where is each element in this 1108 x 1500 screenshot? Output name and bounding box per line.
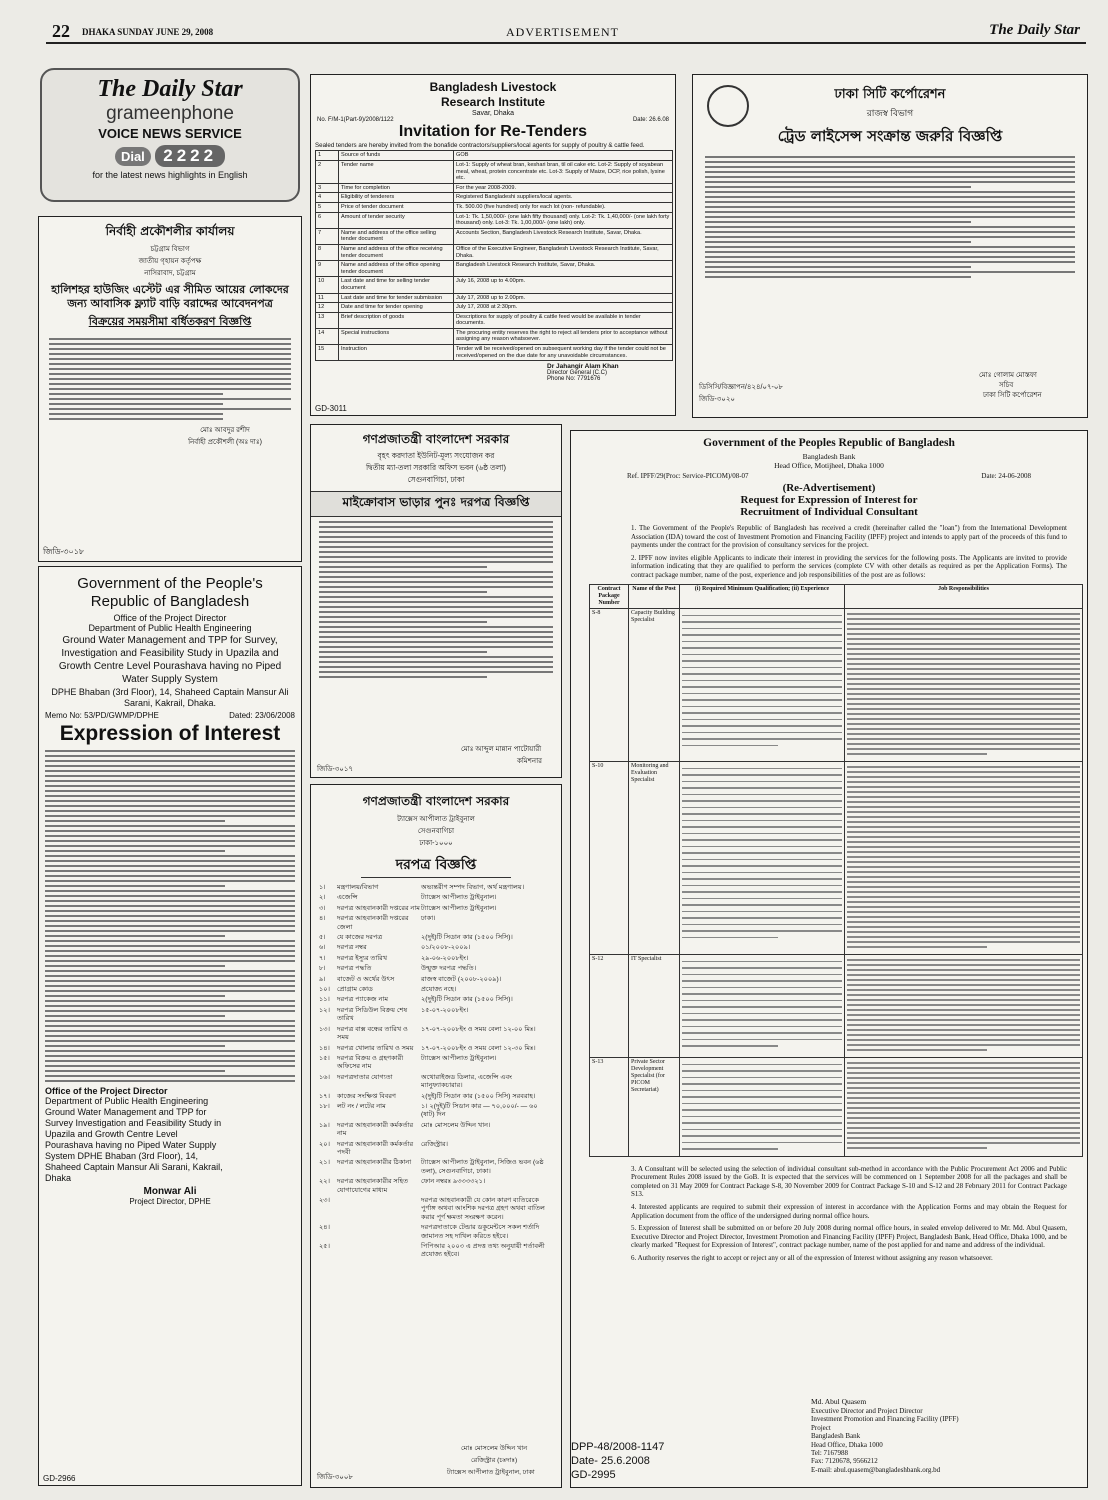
item-label: দরপত্র আহবানকারী কর্মকর্তার নাম (337, 1121, 414, 1138)
bb-title2: Request for Expression of Interest for (740, 494, 918, 506)
bb-date: Date: 24-06-2008 (981, 472, 1031, 480)
city-title: ট্রেড লাইসেন্স সংক্রান্ত জরুরি বিজ্ঞপ্তি (777, 127, 1003, 145)
dphe-dept: Department of Public Health Engineering (88, 623, 252, 633)
table-cell: Last date and time for selling tender document (339, 277, 454, 293)
item-value: দরপত্রদাতাকে টেন্ডার ডকুমেন্টসে সকল শর্তাদি জামানত সহ দাখিল করিতে হইবে। (421, 1224, 540, 1240)
item-label: যে কাজের দরপত্র (337, 934, 383, 942)
bb-title3: Recruitment of Individual Consultant (740, 506, 918, 518)
blri-table (315, 150, 673, 361)
item-number: ২। (319, 894, 326, 902)
item-value: অথোরাইজড ডিলার, এজেন্সি এবং ম্যানুফ্যাকচারার। (421, 1073, 512, 1090)
table-cell: 10 (316, 277, 339, 293)
bb-package-table (589, 584, 1083, 1157)
signature-line: Investment Promotion and Financing Facility (IPFF) (811, 1415, 959, 1424)
table-cell: Price of tender document (339, 202, 454, 212)
dphe-office: Office of the Project Director (113, 613, 227, 623)
bb-para6: 6. Authority reserves the right to accept or reject any or all of the expression of Interest without assigning any reason whatsoever. (631, 1253, 993, 1262)
post-name: Capacity Building Specialist (629, 608, 680, 761)
table-cell: Descriptions for supply of poultry & cattle feed would be available in tender documents. (454, 312, 673, 328)
table-row (316, 151, 673, 161)
item-value: ২৯-০৬-২০০৮ইং। (421, 954, 469, 962)
item-label: দরপত্র আহবানকারী কর্মকর্তার পদবী (337, 1140, 414, 1156)
signature-line: Head Office, Dhaka 1000 (811, 1440, 883, 1449)
item-number: ৭। (319, 954, 326, 962)
item-label: লট নং / লটের নাম (337, 1102, 386, 1110)
table-cell: Eligibility of tenderers (339, 193, 454, 203)
bus-sub: দ্বিতীয় ম্যা-তলা সরকারি অফিস ভবন (৬ষ্ঠ তলা) (366, 463, 506, 472)
qualification-cell (680, 1057, 845, 1156)
dphe-eoi-ad (38, 566, 302, 1486)
dphe-contact-title: Office of the Project Director (45, 1086, 168, 1096)
list-item (319, 955, 553, 963)
blri-phone: Phone No: 7791676 (547, 376, 601, 383)
bb-gov: Government of the Peoples Republic of Bangladesh (703, 437, 955, 449)
item-label: দরপত্র আহবানকারী দপ্তরের নাম (337, 904, 420, 912)
table-cell: 15 (316, 345, 339, 361)
table-cell: July 17, 2008 up to 2.00pm. (454, 293, 673, 303)
bb-dpp-date: Date- 25.6.2008 (571, 1455, 650, 1467)
item-number: ১৬। (319, 1073, 330, 1081)
table-cell: Accounts Section, Bangladesh Livestock Research Institute, Savar, Dhaka. (454, 228, 673, 244)
item-number: ২২। (319, 1178, 330, 1186)
list-item (319, 1159, 553, 1176)
item-value: ২(দুই)টি সিডান কার (১৫০০ সিসি)। (421, 934, 513, 942)
table-row (316, 303, 673, 313)
item-value: ঢাকা। (421, 915, 436, 923)
bb-col-qualification: (i) Required Minimum Qualification; (ii) Experience (680, 584, 845, 608)
table-cell: 11 (316, 293, 339, 303)
dphe-title: Expression of Interest (59, 722, 281, 745)
responsibility-cell (845, 761, 1083, 954)
dphe-signer: Monwar Ali (143, 1186, 197, 1197)
list-item (319, 934, 553, 942)
bb-sig-lines (811, 1407, 959, 1474)
tax-gov: গণপ্রজাতন্ত্রী বাংলাদেশ সরকার (362, 794, 510, 808)
housing-body (49, 338, 291, 420)
post-name: Monitoring and Evaluation Specialist (629, 761, 680, 954)
bb-ref: Ref. IPFF/29(Proc: Service-PICOM)/08-07 (627, 472, 749, 480)
item-label (337, 1243, 421, 1260)
blri-signer: Dr Jahangir Alam Khan (547, 363, 619, 371)
responsibility-cell (845, 954, 1083, 1057)
city-signer: মোঃ গোলাম মোস্তফা (979, 372, 1037, 379)
blri-ref: GD-3011 (315, 404, 347, 413)
item-number: ২৩। (319, 1197, 330, 1204)
tax-sub2: ঢাকা-১০০০ (419, 840, 453, 847)
signature-line: Bangladesh Bank (811, 1432, 861, 1441)
housing-signer-title: নির্বাহী প্রকৌশলী (অঃ দাঃ) (188, 439, 262, 446)
table-cell: July 16, 2008 up to 4.00pm. (454, 277, 673, 293)
item-number: ১৩। (319, 1025, 330, 1033)
list-item (319, 1074, 553, 1091)
dphe-body (45, 750, 295, 1082)
city-org-footer: ঢাকা সিটি কর্পোরেশন (983, 392, 1042, 399)
post-name: IT Specialist (629, 954, 680, 1057)
table-row (316, 193, 673, 203)
table-cell: Special instructions (339, 328, 454, 344)
item-value: ১৫-০৭-২০০৮ইং। (421, 1006, 469, 1014)
table-cell: 2 (316, 161, 339, 184)
table-cell: Instruction (339, 345, 454, 361)
item-label: দরপত্রদাতার যোগ্যতা (337, 1073, 393, 1081)
bb-para2: 2. IPFF now invites eligible Applicants to indicate their interest in providing the services for the following posts. The Applicants are invited to provide information indicating that they are qualified to perform the services (complete CV with other details as required as per the Application Forms). The contract package number, name of the post, experience and job responsibilities of the post are as follows: (631, 553, 1067, 579)
bb-sig-name: Md. Abul Quasem (811, 1397, 867, 1406)
item-number: ১২। (319, 1006, 330, 1014)
post-name: Private Sector Development Specialist (for PICOM Secretariat) (629, 1057, 680, 1156)
microbus-tender-ad (310, 424, 562, 778)
section-label: ADVERTISEMENT (506, 25, 619, 39)
dphe-signer-title: Project Director, DPHE (129, 1197, 211, 1206)
table-cell: Registered Bangladeshi suppliers/local agents. (454, 193, 673, 203)
bb-title1: (Re-Advertisement) (782, 482, 876, 494)
item-label: দরপত্র খোলার তারিখ ও সময় (337, 1044, 414, 1052)
blri-intro: Sealed tenders are hereby invited from the bonafide contractors/suppliers/local agents for supply of poultry & cattle feed. (315, 142, 645, 149)
item-number: ৪। (319, 915, 326, 923)
item-value: অভ্যন্তরীণ সম্পদ বিভাগ, অর্থ মন্ত্রণালয়। (421, 884, 525, 891)
item-value: ২(দুই)টি সিডান কার (১৫০০ সিসি)। (421, 996, 513, 1004)
city-body (705, 156, 1075, 278)
table-cell: 5 (316, 202, 339, 212)
table-cell: Amount of tender security (339, 212, 454, 228)
table-cell: The procuring entity reserves the right to reject all tenders prior to acceptance without assigning any reason whatsoever. (454, 328, 673, 344)
city-logo-icon (707, 85, 749, 127)
signature-line: Project (811, 1423, 831, 1432)
package-number: S-13 (590, 1057, 629, 1156)
blri-date: Date: 26.6.08 (632, 117, 669, 123)
table-cell: Lot-1: Supply of wheat bran, keshari bran, til oil cake etc. Lot-2: Supply of soyabean meal, wheat, protein concentrate etc. Lot-3: Supply of Maize, DCP, rice polish, lysine etc. (454, 161, 673, 184)
list-item (319, 1224, 553, 1241)
table-cell: Source of funds (339, 151, 454, 161)
list-item (319, 1055, 553, 1072)
list-item (319, 1122, 553, 1139)
table-cell: Name and address of the office opening tender document (339, 261, 454, 277)
housing-sub1: চট্টগ্রাম বিভাগ (150, 246, 190, 253)
signature-line: Tel: 7167988 (811, 1449, 849, 1458)
item-label: দরপত্র আহবানকারীর ঠিকানা (337, 1159, 412, 1167)
list-item (319, 1026, 553, 1043)
bb-para5: 5. Expression of Interest shall be submitted on or before 20 July 2008 during normal office hours, in sealed envelop delivered to Mr. Md. Abul Quasem, Executive Director and Project Director, Investment Promotion and Financing Facility (IPFF) Project, Bangladesh Bank, Head Office, Dhaka 1000, and be clearly marked "Request for Expression of Interest", contract package number, name of the post applied for and name and address of the individual. (631, 1224, 1067, 1250)
bb-para1: 1. The Government of the People's Republic of Bangladesh has received a credit (hereinafter called the "loan") from the International Development Association (IDA) toward the cost of Investment Promotion and Financing Facility (IPFF) project and intends to apply part of the proceeds of this fund to payments under the contract for the provision of consultancy services for the project. (631, 524, 1067, 550)
table-cell: Tender will be received/opened on subsequent working day if the tender could not be received/opened on the due date for any unavoidable circumstances. (454, 345, 673, 361)
table-cell: Brief description of goods (339, 312, 454, 328)
item-number: ৫। (319, 934, 326, 942)
table-cell: 3 (316, 183, 339, 193)
item-number: ৩। (319, 904, 326, 912)
list-item (319, 1243, 553, 1260)
ad-service: VOICE NEWS SERVICE (98, 126, 242, 141)
table-cell: 9 (316, 261, 339, 277)
item-number: ২৫। (319, 1243, 330, 1251)
bb-dpp: DPP-48/2008-1147 (570, 1441, 664, 1453)
item-value: ট্যাক্সেস আপীলাত ট্রাইবুনাল। (421, 1054, 497, 1062)
item-label: মন্ত্রণালয়/বিভাগ (337, 884, 379, 891)
item-label: এজেন্সি (337, 894, 358, 902)
table-row (316, 277, 673, 293)
item-number: ২৪। (319, 1224, 330, 1232)
qualification-cell (680, 761, 845, 954)
table-row (316, 161, 673, 184)
list-item (319, 986, 553, 994)
table-row (316, 202, 673, 212)
housing-signer: মোঃ আবদুর রশীদ (200, 427, 250, 434)
ad-tagline: for the latest news highlights in English (92, 170, 248, 180)
tax-signer-org: ট্যাক্সেস আপীলাত ট্রাইবুনাল, ঢাকা (447, 1469, 535, 1476)
item-value: পিপিআর ২০০৩ এ প্রদত্ত তথ্য অনুযায়ী শর্তাবলী প্রযোজ্য হইবে। (421, 1243, 545, 1259)
table-cell: GOB (454, 151, 673, 161)
package-number: S-12 (590, 954, 629, 1057)
masthead: The Daily Star (989, 22, 1080, 38)
tax-list (319, 884, 553, 1260)
table-cell: 14 (316, 328, 339, 344)
tax-signer-title: রেজিস্ট্রার (চঃদাঃ) (471, 1457, 518, 1464)
item-value: ২(দুই)টি সিডান কার (১৫০০ সিসি) সরবরাহ। (421, 1092, 536, 1100)
list-item (319, 1093, 553, 1101)
table-row (590, 761, 1083, 954)
table-row (316, 244, 673, 260)
table-cell: Name and address of the office selling tender document (339, 228, 454, 244)
item-value: ১। ২(দুই)টি সিডান কার — ৭০,০০০/- — ৬০ (ষাট) দিন (421, 1102, 538, 1119)
list-item (319, 905, 553, 913)
item-value: ট্যাক্সেস আপীলাত ট্রাইবুনাল, সিজিও ভবন (৬ষ্ঠ তলা), সেগুনবাগিচা, ঢাকা। (421, 1159, 544, 1175)
blri-signer-title: Director General (C.C) (547, 370, 608, 377)
qualification-cell (680, 954, 845, 1057)
bangladesh-bank-eoi (570, 430, 1088, 1488)
bus-title: মাইক্রোবাস ভাড়ার পুনঃ দরপত্র বিজ্ঞপ্তি (311, 491, 561, 517)
item-label (337, 1197, 421, 1222)
bus-body (319, 521, 553, 678)
list-item (319, 1197, 553, 1222)
signature-line: E-mail: abul.quasem@bangladeshbank.org.bd (811, 1465, 941, 1474)
bb-bank: Bangladesh Bank (802, 452, 856, 461)
table-cell: Lot-1: Tk. 1,50,000/- (one lakh fifty thousand) only. Lot-2: Tk. 1,40,000/- (one lakh forty thousand) only. Lot-3: Tk. 1,00,000/- (one lakh) only. (454, 212, 673, 228)
item-label: প্রোগ্রাম কোড (337, 986, 373, 994)
item-label (337, 1224, 421, 1241)
list-item (319, 944, 553, 952)
voice-news-ad (40, 68, 300, 202)
bus-signer-title: কমিশনার (517, 758, 542, 765)
table-cell: 7 (316, 228, 339, 244)
item-number: ১। (319, 884, 326, 891)
table-row (316, 293, 673, 303)
item-number: ১১। (319, 996, 330, 1004)
responsibility-cell (845, 608, 1083, 761)
item-label: দরপত্র আহবানকারী দপ্তরের জেলা (337, 915, 409, 931)
table-cell: Name and address of the office receiving tender document (339, 244, 454, 260)
tax-tender-ad (310, 784, 562, 1488)
dphe-gov: Government of the People's Republic of Bangladesh (77, 575, 263, 610)
table-row (316, 261, 673, 277)
table-cell: Time for completion (339, 183, 454, 193)
item-number: ৮। (319, 965, 326, 973)
ad-partner: grameenphone (106, 103, 234, 124)
blri-tender-ad (310, 74, 676, 416)
table-row (590, 954, 1083, 1057)
list-item (319, 1045, 553, 1053)
table-row (590, 608, 1083, 761)
item-label: দরপত্র আহবানকারীর সহিত যোগাযোগের মাধ্যম (337, 1178, 409, 1194)
city-ref: ডিসিসি/বিজ্ঞাপন/৪২৪/০৭-০৮ (699, 384, 783, 391)
bus-sub2: সেগুনবাগিচা, ঢাকা (407, 475, 465, 484)
item-label: দরপত্র ইস্যুর তারিখ (337, 954, 388, 962)
housing-headline: হালিশহর হাউজিং এস্টেট এর সীমিত আয়ের লোকদের জন্য আবাসিক ফ্ল্যাট বাড়ি বরাদ্দের আবেদনপত্র (51, 283, 289, 310)
tax-org: ট্যাক্সেস আপীলাত ট্রাইবুনাল (397, 816, 475, 823)
table-cell: 12 (316, 303, 339, 313)
table-cell: Office of the Executive Engineer, Bangladesh Livestock Research Institute, Savar, Dhaka. (454, 244, 673, 260)
item-value: দরপত্র আহবানকারী যে কোন কারণ ব্যতিরেকে পুর্ণাঙ্গ অথবা আংশিক দরপত্র গ্রহণ অথবা বাতিল করার পূর্ণ ক্ষমতা সংরক্ষণ করেন। (421, 1197, 545, 1221)
list-item (319, 976, 553, 984)
item-value: ট্যাক্সেস আপীলাত ট্রাইবুনাল। (421, 894, 497, 902)
item-label: দরপত্র বাক্স বন্ধের তারিখ ও সময় (337, 1025, 408, 1042)
table-cell: 4 (316, 193, 339, 203)
table-cell: Last date and time for tender submission (339, 293, 454, 303)
housing-sub2: জাতীয় গৃহায়ন কর্তৃপক্ষ (138, 258, 202, 265)
tax-signer: মোঃ মোসলেম উদ্দিন খান (461, 1445, 528, 1452)
tax-ref: জিডি-৩০০৮ (317, 1474, 353, 1481)
dial-label: Dial (115, 147, 151, 166)
table-cell: Tk. 500.00 (five hundred) only for each lot (non- refundable). (454, 202, 673, 212)
responsibility-cell (845, 1057, 1083, 1156)
bus-org: বৃহৎ করদাতা ইউনিট-মূল্য সংযোজন কর (377, 451, 495, 460)
table-cell: Date and time for tender opening (339, 303, 454, 313)
list-item (319, 1007, 553, 1024)
table-cell: For the year 2008-2009. (454, 183, 673, 193)
table-cell: 1 (316, 151, 339, 161)
housing-sub3: নাসিরাবাদ, চট্টগ্রাম (144, 270, 196, 277)
item-value: মোঃ মোসলেম উদ্দিন খান। (421, 1121, 491, 1129)
table-cell: 6 (316, 212, 339, 228)
table-row (316, 312, 673, 328)
tax-sub: সেগুনবাগিচা (417, 828, 455, 835)
dphe-contact: Department of Public Health Engineering Ground Water Management and TPP for Survey Investigation and Feasibility Study in Upazila and Growth Centre Level Pourashava having no Piped Water Supply System DPHE Bhaban (3rd Floor), 14, Shaheed Captain Mansur Ali Sarani, Kakrail, Dhaka (45, 1096, 223, 1183)
item-number: ১০। (319, 986, 330, 994)
item-label: দরপত্র বিক্রয় ও গ্রহণকারী অফিসের নাম (337, 1054, 404, 1071)
item-label: কাজের সংক্ষিপ্ত বিবরণ (337, 1092, 397, 1100)
item-number: ১৭। (319, 1092, 330, 1100)
item-number: ১৪। (319, 1044, 330, 1052)
item-number: ৯। (319, 975, 326, 983)
housing-ref: জিডি-৩০১৮ (43, 547, 85, 556)
city-gd: জিডি-৩০২০ (699, 396, 735, 403)
list-item (319, 884, 553, 892)
item-value: প্রযোজ্য নহে। (421, 986, 457, 994)
table-row (316, 228, 673, 244)
table-row (590, 1057, 1083, 1156)
city-dept: রাজস্ব বিভাগ (866, 108, 914, 118)
dial-number: 2222 (155, 145, 225, 167)
table-cell: Bangladesh Livestock Research Institute, Savar, Dhaka. (454, 261, 673, 277)
item-label: বাজেট ও অর্থের উৎস (337, 975, 395, 983)
item-value: ১৭-০৭-২০০৮ইং ও সময় বেলা ১২-০০ মিঃ। (421, 1025, 536, 1033)
housing-subheadline: বিক্রয়ের সময়সীমা বর্ধিতকরণ বিজ্ঞপ্তি (88, 315, 252, 328)
page-number: 22 (52, 21, 70, 41)
blri-org: Bangladesh Livestock Research Institute (429, 80, 557, 109)
table-row (316, 328, 673, 344)
item-number: ১৫। (319, 1054, 330, 1062)
dphe-address: DPHE Bhaban (3rd Floor), 14, Shaheed Captain Mansur Ali Sarani, Kakrail, Dhaka. (51, 687, 289, 708)
bb-office: Head Office, Motijheel, Dhaka 1000 (774, 461, 884, 470)
bb-col-package: Contract Package Number (590, 584, 629, 608)
table-cell: 13 (316, 312, 339, 328)
table-cell: July 17, 2008 at 2:30pm. (454, 303, 673, 313)
city-org: ঢাকা সিটি কর্পোরেশন (834, 87, 946, 102)
bus-ref: জিডি-৩০১৭ (317, 766, 353, 773)
bb-col-post: Name of the Post (629, 584, 680, 608)
bus-signer: মোঃ আব্দুল মান্নান পাটোয়ারী (461, 746, 542, 753)
item-value: ১৭-০৭-২০০৮ইং ও সময় বেলা ১২-৩০ মিঃ। (421, 1044, 536, 1052)
dphe-dated: Dated: 23/06/2008 (229, 711, 295, 720)
bus-gov: গণপ্রজাতন্ত্রী বাংলাদেশ সরকার (362, 432, 510, 446)
list-item (319, 894, 553, 902)
item-label: দরপত্র সিডিউল বিক্রয় শেষ তারিখ (337, 1006, 408, 1023)
list-item (319, 1178, 553, 1195)
housing-title: নির্বাহী প্রকৌশলীর কার্যালয় (105, 224, 235, 238)
dphe-ref: GD-2966 (43, 1474, 76, 1483)
date-line: DHAKA SUNDAY JUNE 29, 2008 (82, 27, 214, 37)
item-value: ০১/২০০৮-২০০৯। (421, 944, 471, 952)
item-value: ট্যাক্সেস আপীলাত ট্রাইবুনাল। (421, 904, 497, 912)
item-number: ১৮। (319, 1102, 330, 1110)
list-item (319, 1103, 553, 1120)
dphe-memo: Memo No: 53/PD/GWMP/DPHE (45, 711, 159, 720)
bb-para4: 4. Interested applicants are required to submit their expression of interest in accordance with the Application Forms and may obtain the Request for Application document from the office of the undersigned during normal office hours. (631, 1202, 1067, 1220)
list-item (319, 915, 553, 932)
table-row (316, 345, 673, 361)
list-item (319, 1141, 553, 1158)
page-header (46, 20, 1086, 44)
city-corp-notice (692, 74, 1088, 418)
signature-line: Fax: 7120678, 9566212 (811, 1457, 878, 1466)
table-cell: 8 (316, 244, 339, 260)
item-label: দরপত্র নম্বর (337, 944, 367, 952)
bb-col-responsibilities: Job Responsibilities (845, 584, 1083, 608)
tax-title: দরপত্র বিজ্ঞপ্তি (361, 853, 511, 878)
item-value: উন্মুক্ত দরপত্র পদ্ধতি। (421, 965, 477, 973)
item-value: রেজিস্ট্রার। (421, 1140, 448, 1148)
list-item (319, 996, 553, 1004)
qualification-cell (680, 608, 845, 761)
table-row (316, 212, 673, 228)
blri-title: Invitation for Re-Tenders (398, 123, 588, 140)
bb-gd: GD-2995 (571, 1469, 616, 1481)
bb-para3: 3. A Consultant will be selected using the selection of individual consultant sub-method in accordance with the Public Procurement Act 2006 and Public Procurement Rules 2008 issued by the GoB. It is expected that the services will be commenced on 1 September 2008 for all the packages and shall be completed on 31 May 2009 for Contract Package S-8, 30 November 2009 for Contract Package S-10 and S-12 and 28 February 2011 for Contract Package S13. (631, 1164, 1067, 1199)
package-number: S-10 (590, 761, 629, 954)
item-number: ২১। (319, 1159, 330, 1167)
item-value: রাজস্ব বাজেট (২০০৮-২০০৯)। (421, 975, 502, 983)
table-row (316, 183, 673, 193)
item-label: দরপত্র পদ্ধতি (337, 965, 372, 973)
blri-place: Savar, Dhaka (471, 110, 515, 117)
ad-brand: The Daily Star (97, 76, 243, 102)
table-cell: Tender name (339, 161, 454, 184)
list-item (319, 965, 553, 973)
item-number: ৬। (319, 944, 326, 952)
signature-line: Executive Director and Project Director (811, 1407, 923, 1415)
item-number: ২০। (319, 1140, 330, 1148)
item-label: দরপত্র প্যাকেজ নাম (337, 996, 389, 1004)
blri-memo: No. F/M-1(Part-9)/2008/1122 (317, 117, 394, 123)
item-value: ফোন নম্বরঃ ৯৩৩৩৩২১। (421, 1178, 486, 1186)
city-signer-title: সচিব (999, 382, 1014, 389)
package-number: S-8 (590, 608, 629, 761)
item-number: ১৯। (319, 1121, 330, 1129)
dphe-project: Ground Water Management and TPP for Survey, Investigation and Feasibility Study in Upazila and Growth Centre Level Pourashava having no Piped Water Supply System (58, 635, 282, 685)
housing-notice (38, 216, 302, 562)
